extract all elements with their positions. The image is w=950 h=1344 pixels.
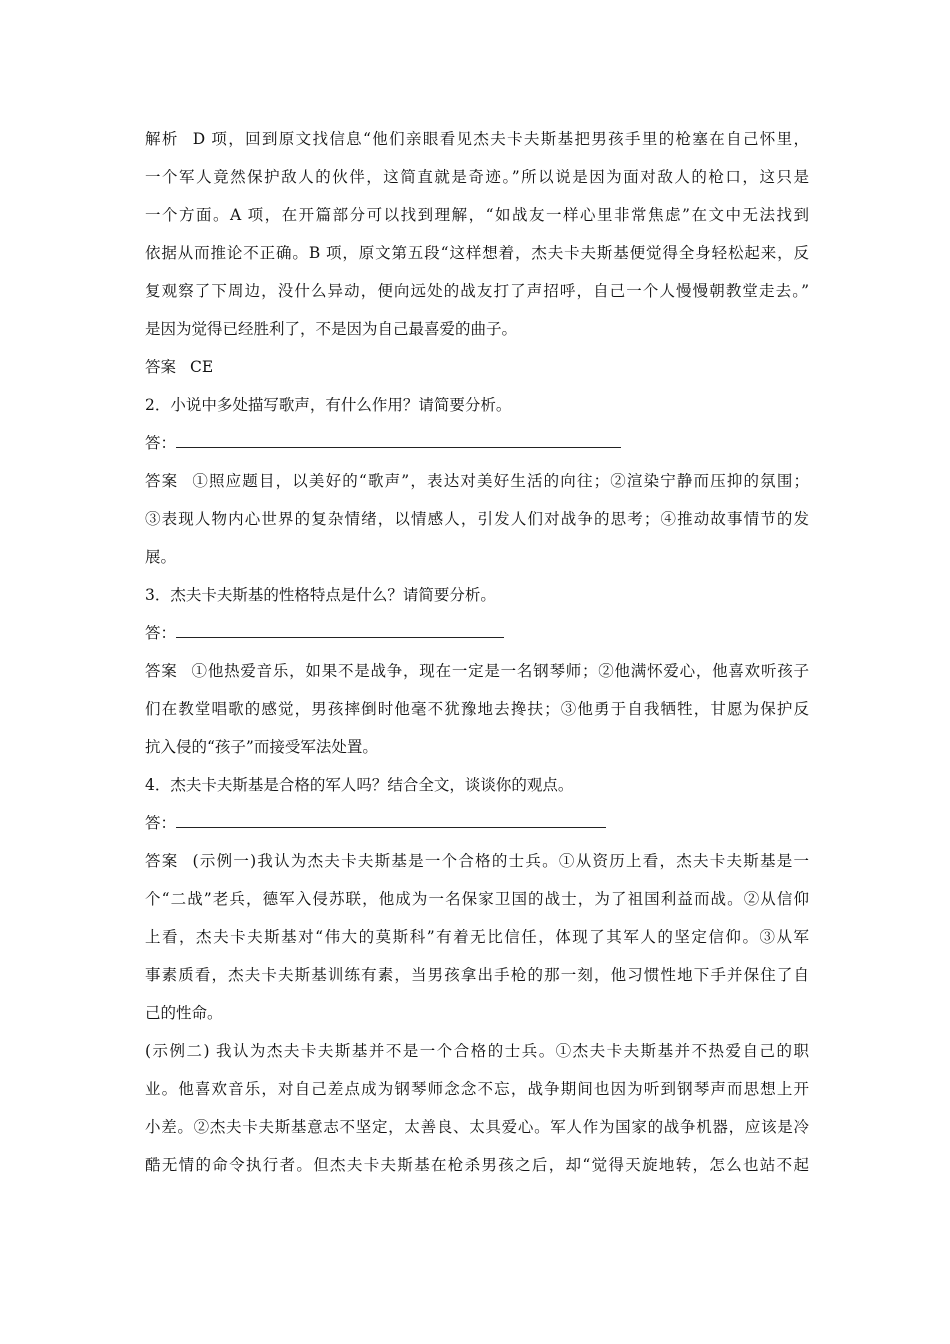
answer-4-example-2: (示例二) 我认为杰夫卡夫斯基并不是一个合格的士兵。①杰夫卡夫斯基并不热爱自己的职 业。他喜欢音乐，对自己差点成为钢琴师念念不忘，战争期间也因为听到钢琴声而思想上开 小差。②杰夫卡夫斯基意志不坚定，太善良、太具爱心。军人作为国家的战争机器，应该是冷 酷无情的命令执行者。但杰夫卡夫斯基在枪杀男孩之后，却“觉得天旋地转，怎么也站不起 xyxy=(145,1042,809,1174)
analysis-label: 解析 xyxy=(145,130,179,148)
answer-label: 答案 xyxy=(145,852,179,870)
answer-3: 答案 ①他热爱音乐，如果不是战争，现在一定是一名钢琴师；②他满怀爱心，他喜欢听孩子 们在教堂唱歌的感觉，男孩摔倒时他毫不犹豫地去搀扶；③他勇于自我牺牲，甘愿为保护反 抗入侵的“孩子”而接受军法处置。 xyxy=(145,662,809,756)
question-3: 3．杰夫卡夫斯基的性格特点是什么？请简要分析。 xyxy=(145,586,496,604)
question-4: 4．杰夫卡夫斯基是合格的军人吗？结合全文，谈谈你的观点。 xyxy=(145,776,574,794)
answer-text: CE xyxy=(190,358,214,376)
answer-blank-3: 答： xyxy=(145,614,809,652)
answer-underline xyxy=(176,433,621,448)
answer-label: 答案 xyxy=(145,472,179,490)
analysis-line: 依据从而推论不正确。B 项，原文第五段“这样想着，杰夫卡夫斯基便觉得全身轻松起来，反 xyxy=(145,244,809,262)
document-page xyxy=(145,120,809,1184)
answer-blank-4: 答： xyxy=(145,804,809,842)
answer-underline xyxy=(176,813,606,828)
answer-4-example-1: 答案 (示例一)我认为杰夫卡夫斯基是一个合格的士兵。①从资历上看，杰夫卡夫斯基是一 个“二战”老兵，德军入侵苏联，他成为一名保家卫国的战士，为了祖国利益而战。②从信仰 上看，杰夫卡夫斯基对“伟大的莫斯科”有着无比信任，体现了其军人的坚定信仰。③从军 事素质看，杰夫卡夫斯基训练有素，当男孩拿出手枪的那一刻，他习惯性地下手并保住了自 己的性命。 xyxy=(145,852,809,1022)
analysis-line: 是因为觉得已经胜利了，不是因为自己最喜爱的曲子。 xyxy=(145,320,518,338)
analysis-line: 一个军人竟然保护敌人的伙伴，这简直就是奇迹。”所以说是因为面对敌人的枪口，这只是 xyxy=(145,168,809,186)
analysis-paragraph xyxy=(145,120,809,348)
answer-underline xyxy=(176,623,504,638)
answer-label: 答案 xyxy=(145,358,177,376)
analysis-line: 解析 D 项，回到原文找信息“他们亲眼看见杰夫卡夫斯基把男孩手里的枪塞在自己怀里， xyxy=(145,130,809,148)
answer-1 xyxy=(145,348,809,386)
answer-label: 答案 xyxy=(145,662,178,680)
answer-blank-2: 答： xyxy=(145,424,809,462)
analysis-line: 一个方面。A 项，在开篇部分可以找到理解，“如战友一样心里非常焦虑”在文中无法找到 xyxy=(145,206,809,224)
analysis-line: 复观察了下周边，没什么异动，便向远处的战友打了声招呼，自己一个人慢慢朝教堂走去。” xyxy=(145,282,809,300)
answer-2: 答案 ①照应题目，以美好的“歌声”，表达对美好生活的向往；②渲染宁静而压抑的氛围； ③表现人物内心世界的复杂情绪，以情感人，引发人们对战争的思考；④推动故事情节的发 展。 xyxy=(145,472,809,566)
question-2: 2．小说中多处描写歌声，有什么作用？请简要分析。 xyxy=(145,396,512,414)
